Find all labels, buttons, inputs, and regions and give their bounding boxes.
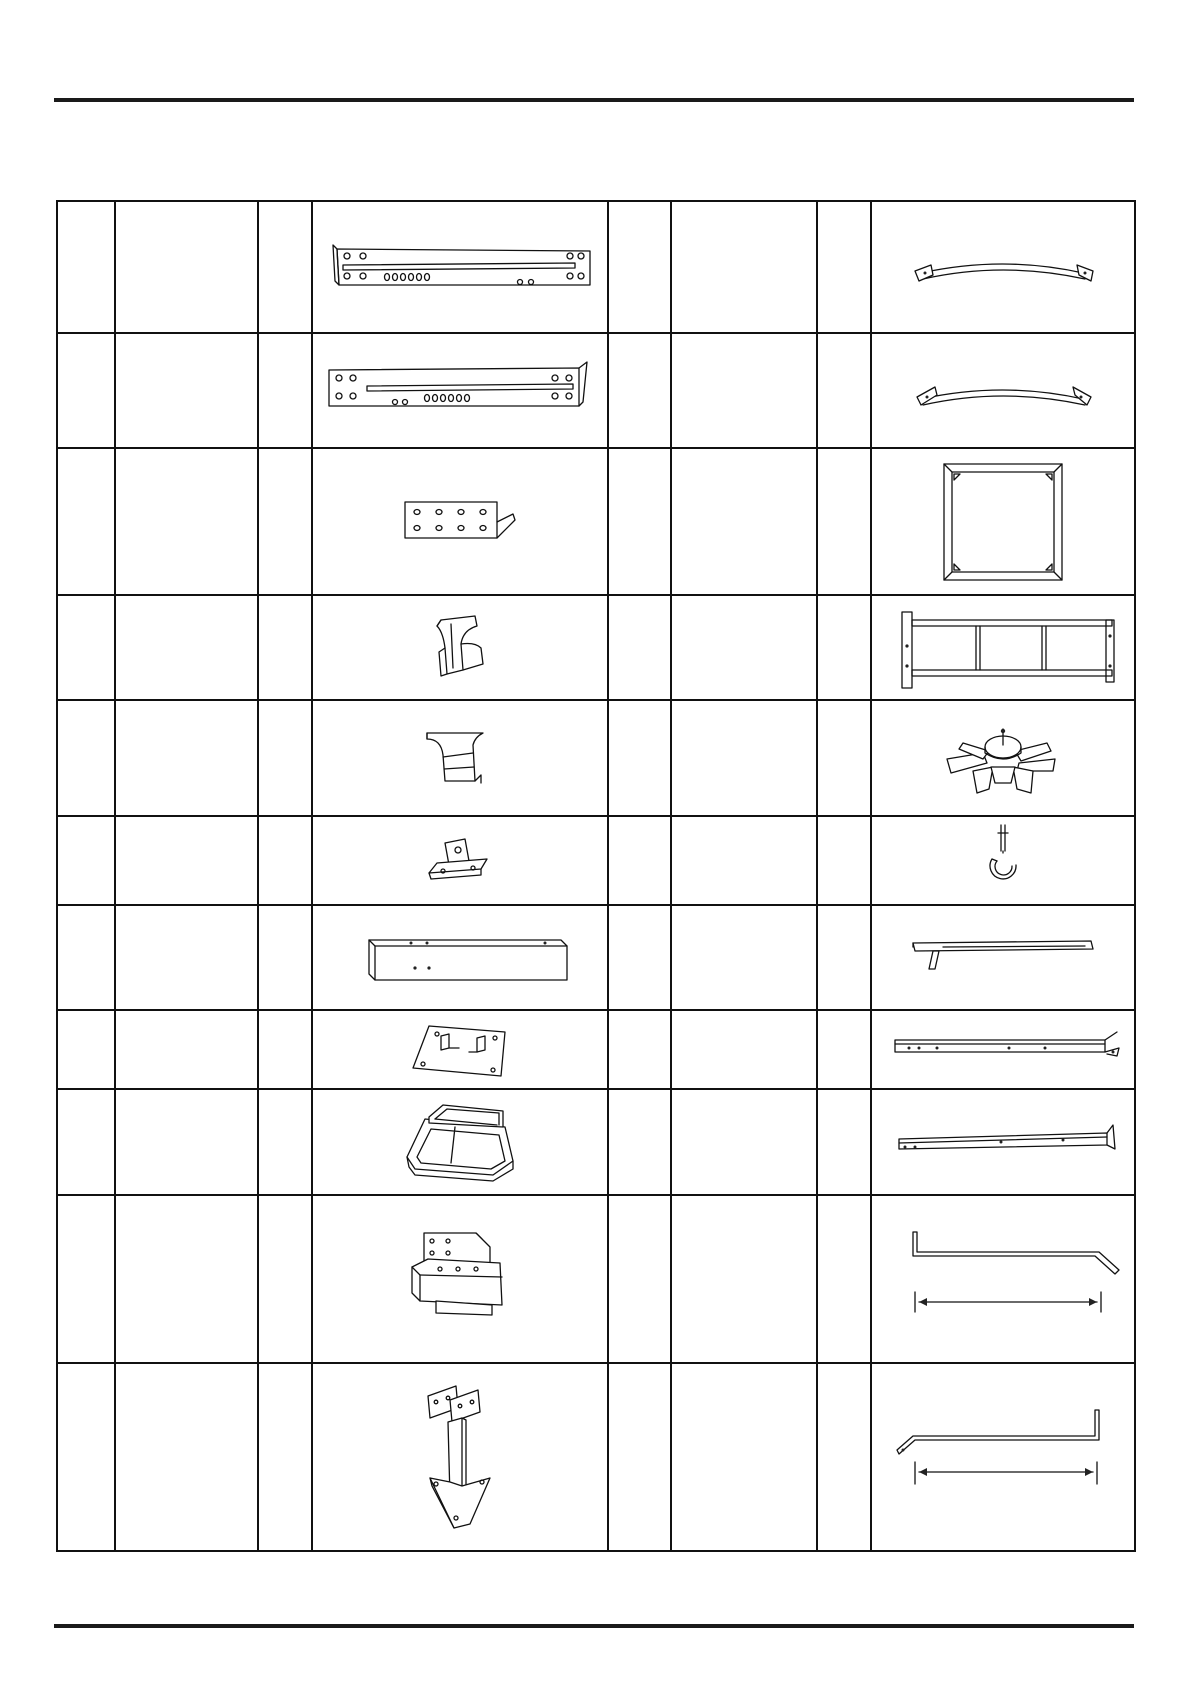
part-image bbox=[871, 595, 1135, 700]
roof-center-hub-icon bbox=[933, 713, 1073, 803]
part-name bbox=[115, 201, 258, 333]
base-plate-icon bbox=[405, 1018, 515, 1082]
table-row bbox=[57, 1089, 1135, 1195]
part-number bbox=[57, 201, 115, 333]
small-connector-bracket-icon bbox=[415, 831, 505, 891]
bent-rod-right-icon bbox=[883, 1392, 1123, 1522]
part-quantity bbox=[258, 816, 312, 905]
part-quantity bbox=[817, 700, 871, 816]
cross-bar-right-icon bbox=[883, 1117, 1123, 1167]
table-row bbox=[57, 595, 1135, 700]
part-name bbox=[671, 595, 817, 700]
table-row bbox=[57, 700, 1135, 816]
bent-rod-left-icon bbox=[883, 1224, 1123, 1334]
part-quantity bbox=[817, 333, 871, 448]
side-rail-panel-icon bbox=[888, 606, 1118, 690]
part-image bbox=[871, 1363, 1135, 1551]
part-name bbox=[115, 1010, 258, 1089]
part-name bbox=[115, 816, 258, 905]
long-side-beam-right-icon bbox=[315, 356, 605, 426]
part-number bbox=[57, 1089, 115, 1195]
decorative-corner-trim-icon bbox=[415, 723, 505, 793]
part-quantity bbox=[258, 700, 312, 816]
part-quantity bbox=[258, 1195, 312, 1363]
table-row bbox=[57, 905, 1135, 1010]
part-image bbox=[312, 700, 608, 816]
part-image bbox=[312, 333, 608, 448]
part-number bbox=[608, 700, 671, 816]
part-number bbox=[608, 1010, 671, 1089]
table-row bbox=[57, 1010, 1135, 1089]
part-number bbox=[57, 595, 115, 700]
part-name bbox=[115, 595, 258, 700]
part-number bbox=[57, 905, 115, 1010]
footer-rule bbox=[54, 1624, 1134, 1628]
curved-roof-rafter-icon bbox=[873, 237, 1133, 297]
part-quantity bbox=[258, 905, 312, 1010]
post-base-cover-icon bbox=[400, 1229, 520, 1329]
part-name bbox=[115, 1363, 258, 1551]
corner-trim-piece-icon bbox=[415, 608, 505, 688]
part-number bbox=[57, 816, 115, 905]
part-name bbox=[115, 448, 258, 595]
part-name bbox=[115, 700, 258, 816]
part-quantity bbox=[817, 905, 871, 1010]
part-name bbox=[671, 1195, 817, 1363]
anchor-post-bracket-icon bbox=[410, 1382, 510, 1532]
part-quantity bbox=[817, 1089, 871, 1195]
part-quantity bbox=[817, 1195, 871, 1363]
part-number bbox=[608, 816, 671, 905]
part-name bbox=[671, 201, 817, 333]
part-name bbox=[671, 1089, 817, 1195]
square-roof-frame-icon bbox=[938, 460, 1068, 584]
part-image bbox=[871, 333, 1135, 448]
part-image bbox=[312, 1195, 608, 1363]
table-row bbox=[57, 816, 1135, 905]
part-name bbox=[115, 905, 258, 1010]
table-row bbox=[57, 1363, 1135, 1551]
part-number bbox=[608, 595, 671, 700]
angle-bracket-plate-icon bbox=[385, 492, 535, 552]
part-number bbox=[608, 1363, 671, 1551]
parts-table bbox=[56, 200, 1136, 1552]
part-number bbox=[57, 1195, 115, 1363]
table-row bbox=[57, 333, 1135, 448]
part-image bbox=[312, 1363, 608, 1551]
part-image bbox=[312, 595, 608, 700]
part-quantity bbox=[258, 1089, 312, 1195]
part-number bbox=[57, 333, 115, 448]
header-rule bbox=[54, 98, 1134, 102]
table-row bbox=[57, 448, 1135, 595]
part-quantity bbox=[258, 201, 312, 333]
part-name bbox=[115, 333, 258, 448]
part-image bbox=[871, 1195, 1135, 1363]
part-quantity bbox=[817, 448, 871, 595]
ceiling-hook-icon bbox=[978, 821, 1028, 901]
post-cap-icon bbox=[395, 1097, 525, 1187]
part-name bbox=[671, 700, 817, 816]
part-image bbox=[312, 816, 608, 905]
part-name bbox=[115, 1089, 258, 1195]
part-quantity bbox=[817, 1010, 871, 1089]
part-quantity bbox=[258, 448, 312, 595]
part-image bbox=[871, 448, 1135, 595]
part-name bbox=[671, 448, 817, 595]
part-name bbox=[115, 1195, 258, 1363]
part-image bbox=[312, 905, 608, 1010]
part-number bbox=[57, 700, 115, 816]
part-number bbox=[608, 333, 671, 448]
cross-bar-left-icon bbox=[883, 1030, 1123, 1070]
part-image bbox=[871, 816, 1135, 905]
table-row bbox=[57, 201, 1135, 333]
part-quantity bbox=[258, 1363, 312, 1551]
part-image bbox=[312, 448, 608, 595]
part-number bbox=[57, 448, 115, 595]
support-strut-icon bbox=[903, 933, 1103, 983]
part-image bbox=[312, 1089, 608, 1195]
part-name bbox=[671, 905, 817, 1010]
curved-roof-rafter-icon bbox=[873, 361, 1133, 421]
table-row bbox=[57, 1195, 1135, 1363]
long-side-beam-left-icon bbox=[315, 227, 605, 307]
part-name bbox=[671, 1363, 817, 1551]
part-image bbox=[871, 1089, 1135, 1195]
square-post-icon bbox=[345, 928, 575, 988]
part-image bbox=[871, 700, 1135, 816]
part-number bbox=[57, 1363, 115, 1551]
part-quantity bbox=[817, 595, 871, 700]
part-number bbox=[608, 201, 671, 333]
part-image bbox=[312, 201, 608, 333]
part-number bbox=[608, 1195, 671, 1363]
part-number bbox=[57, 1010, 115, 1089]
part-quantity bbox=[817, 201, 871, 333]
part-quantity bbox=[258, 595, 312, 700]
part-image bbox=[871, 201, 1135, 333]
part-number bbox=[608, 1089, 671, 1195]
part-quantity bbox=[817, 1363, 871, 1551]
part-name bbox=[671, 333, 817, 448]
part-image bbox=[312, 1010, 608, 1089]
part-name bbox=[671, 1010, 817, 1089]
part-number bbox=[608, 448, 671, 595]
part-quantity bbox=[817, 816, 871, 905]
part-image bbox=[871, 1010, 1135, 1089]
part-image bbox=[871, 905, 1135, 1010]
part-name bbox=[671, 816, 817, 905]
part-quantity bbox=[258, 1010, 312, 1089]
part-number bbox=[608, 905, 671, 1010]
part-quantity bbox=[258, 333, 312, 448]
